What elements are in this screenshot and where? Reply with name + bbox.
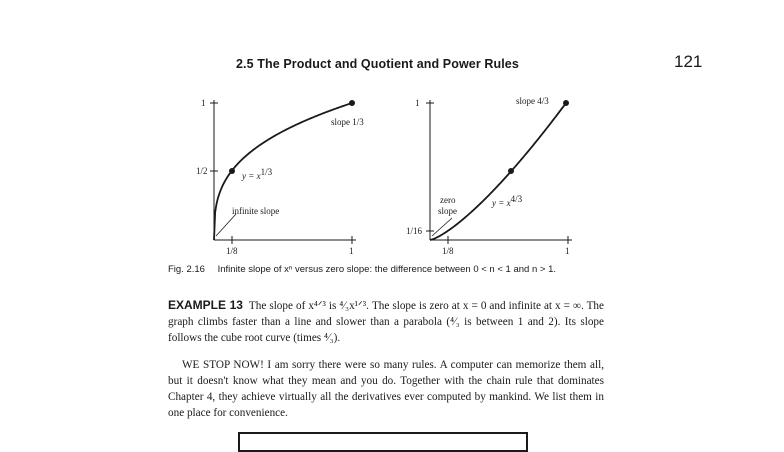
right-graph (406, 96, 572, 256)
zero-label-line1: zero (440, 195, 456, 205)
left-slope-label: slope 1/3 (331, 117, 364, 127)
infinite-slope-pointer (216, 214, 236, 236)
figure-caption (168, 264, 768, 275)
left-graph (196, 98, 364, 256)
right-x-tick-eighth: 1/8 (442, 246, 454, 256)
closing-paragraph (168, 357, 604, 421)
right-x-tick-one: 1 (565, 246, 570, 256)
rules-box (238, 432, 528, 452)
left-x-tick-one: 1 (349, 246, 354, 256)
infinite-slope-label: infinite slope (232, 206, 280, 216)
section-title: 2.5 The Product and Quotient and Power Rules (236, 57, 519, 71)
caption-text: Infinite slope of xⁿ versus zero slope: the difference between 0 < n < 1 and n > 1. (217, 264, 556, 275)
left-point-eighth (229, 168, 235, 174)
right-point-one (563, 100, 569, 106)
right-slope-label: slope 4/3 (516, 96, 549, 106)
right-curve-label: $y = x^{4/3}$ (492, 194, 523, 208)
left-y-tick-half: 1/2 (196, 166, 208, 176)
page-number: 121 (674, 52, 703, 71)
left-y-tick-top: 1 (201, 98, 206, 108)
example-13 (168, 297, 604, 346)
paragraph-text: I am sorry there were so many rules. A computer can memorize them all, but it doesn't know what they mean and you do. Together with the chain rule that dominates Chapter 4, they achieve virtually all the derivatives ever computed by mankind. We list them in one place for convenience. (168, 359, 604, 419)
left-point-one (349, 100, 355, 106)
zero-label-line2: slope (438, 206, 457, 216)
right-point-mid (508, 168, 514, 174)
paragraph-lead: WE STOP NOW! (182, 359, 264, 371)
right-y-tick-sixteenth: 1/16 (406, 226, 423, 236)
zero-slope-pointer (432, 218, 452, 236)
example-text: The slope of x⁴ᐟ³ is ⁴⁄₃x¹ᐟ³. The slope is zero at x = 0 and infinite at x = ∞. The graph climbs faster than a line and slower than a parabola (⁴⁄₃ is between 1 and 2). Its slope follows the cube root curve (times ⁴⁄₃). (168, 300, 604, 344)
left-curve-label: $y = x^{1/3}$ (242, 167, 273, 181)
right-y-tick-top: 1 (415, 98, 420, 108)
left-x-tick-eighth: 1/8 (226, 246, 238, 256)
example-label: EXAMPLE 13 (168, 298, 243, 312)
caption-label: Fig. 2.16 (168, 264, 205, 275)
